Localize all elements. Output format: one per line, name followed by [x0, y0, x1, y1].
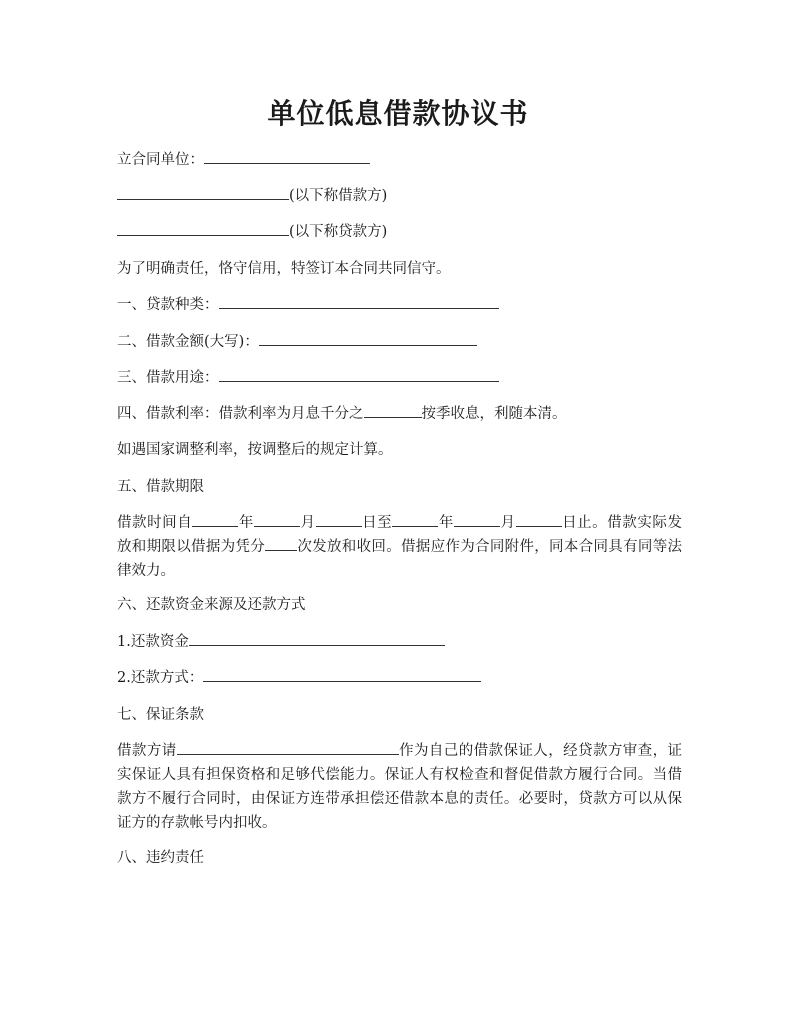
- loan-type-blank[interactable]: [219, 293, 499, 309]
- borrower-blank[interactable]: [117, 184, 289, 200]
- loan-purpose-blank[interactable]: [219, 366, 499, 382]
- term-heading: 五、借款期限: [117, 479, 204, 495]
- guarantor-blank[interactable]: [177, 739, 399, 755]
- interest-blank[interactable]: [364, 402, 422, 418]
- document-title: 单位低息借款协议书: [267, 97, 529, 130]
- loan-purpose-label: 三、借款用途：: [117, 370, 219, 386]
- party-blank[interactable]: [204, 148, 370, 164]
- lender-suffix: (以下称贷款方): [289, 224, 388, 240]
- interest-prefix: 四、借款利率：借款利率为月息千分之: [117, 406, 364, 422]
- term-paragraph: 借款时间自 年 月 日至 年 月 日止。借款实际发放和期限以借据为凭分 次发放和收回。借据应作为合同附件，同本合同具有同等法律效力。: [117, 511, 682, 583]
- repay-heading: 六、还款资金来源及还款方式: [117, 597, 306, 613]
- rate-adjust-text: 如遇国家调整利率，按调整后的规定计算。: [117, 442, 393, 458]
- start-year-blank[interactable]: [192, 511, 238, 527]
- loan-amount-blank[interactable]: [259, 330, 477, 346]
- start-month-blank[interactable]: [254, 511, 300, 527]
- party-label: 立合同单位：: [117, 152, 204, 168]
- loan-purpose-line: [117, 366, 499, 390]
- installments-blank[interactable]: [265, 535, 297, 551]
- end-month-blank[interactable]: [454, 511, 500, 527]
- repay-source-blank[interactable]: [189, 630, 445, 646]
- guarantee-heading: 七、保证条款: [117, 707, 204, 723]
- loan-amount-label: 二、借款金额(大写)：: [117, 334, 259, 350]
- repay-source-line: [117, 630, 445, 654]
- lender-blank[interactable]: [117, 220, 289, 236]
- loan-type-line: [117, 293, 499, 317]
- repay-method-blank[interactable]: [203, 666, 481, 682]
- party-line: [117, 148, 370, 172]
- loan-amount-line: [117, 330, 477, 354]
- repay-method-line: [117, 666, 481, 690]
- borrower-suffix: (以下称借款方): [289, 188, 388, 204]
- repay-method-label: 2.还款方式：: [117, 670, 204, 686]
- intro-text: 为了明确责任，恪守信用，特签订本合同共同信守。: [117, 261, 451, 277]
- borrower-line: [117, 184, 387, 208]
- interest-suffix: 按季收息，利随本清。: [421, 406, 567, 422]
- start-day-blank[interactable]: [316, 511, 362, 527]
- breach-heading: 八、违约责任: [117, 850, 204, 866]
- end-day-blank[interactable]: [516, 511, 562, 527]
- lender-line: [117, 220, 387, 244]
- guarantee-paragraph: 借款方请 作为自己的借款保证人，经贷款方审查，证实保证人具有担保资格和足够代偿能力。保证人有权检查和督促借款方履行合同。当借款方不履行合同时，由保证方连带承担偿还借款本息的责任。必要时，贷款方可以从保证方的存款帐号内扣收。: [117, 739, 682, 835]
- end-year-blank[interactable]: [392, 511, 438, 527]
- loan-type-label: 一、贷款种类：: [117, 297, 219, 313]
- repay-source-label: 1.还款资金: [117, 634, 189, 650]
- interest-line: [117, 402, 567, 426]
